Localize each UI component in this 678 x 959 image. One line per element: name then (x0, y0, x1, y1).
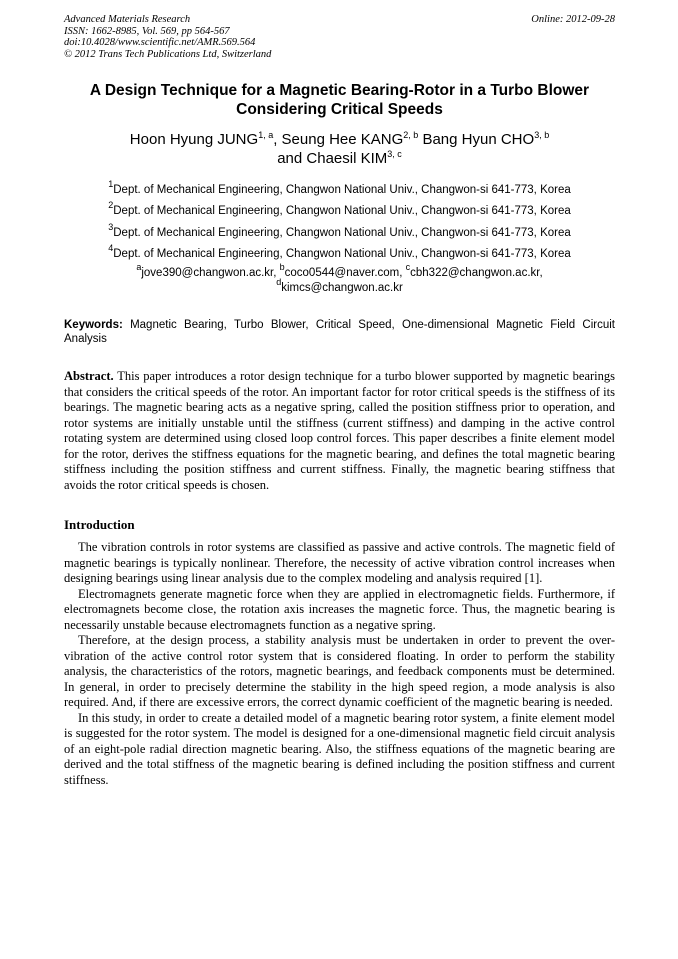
author-sup: 1, a (258, 130, 274, 140)
keywords-label: Keywords: (64, 319, 123, 331)
affiliation (64, 242, 615, 267)
author-name: and Chaesil KIM (277, 150, 388, 167)
journal-header (64, 14, 615, 60)
affiliation-number: 1 (108, 179, 114, 189)
paragraph: Electromagnets generate magnetic force when they are applied in electromagnetic fields. Furthermore, if electromagnets become close, the rotation axis increases the magnetic force. Thus, the magnetic bearing is necessarily unstable because electromagnets function as a negative spring. (64, 586, 615, 632)
affiliation-text: Dept. of Mechanical Engineering, Changwon National Univ., Changwon-si 641-773, Korea (113, 247, 571, 260)
paragraph: Therefore, at the design process, a stability analysis must be undertaken in order to prevent the over-vibration of the active control rotor system that is considered floating. In order to perform the stability analysis, the characteristics of the rotors, magnetic bearings, and feedback components must be determined. In general, in order to precisely determine the stability in the high speed region, a mode analysis is also required. And, if there are excessive errors, the correct dynamic coefficient of the magnetic bearing is needed. (64, 633, 615, 709)
affiliation (64, 200, 615, 224)
email-sup: b (279, 262, 285, 272)
keywords-block (64, 318, 615, 346)
author-name: , Seung Hee KANG (273, 131, 404, 148)
email-sup: c (405, 262, 411, 272)
doi-line: doi:10.4028/www.scientific.net/AMR.569.564 (64, 37, 256, 48)
journal-name: Advanced Materials Research (64, 14, 191, 25)
affiliation-text: Dept. of Mechanical Engineering, Changwon National Univ., Changwon-si 641-773, Korea (113, 184, 571, 196)
paragraph: In this study, in order to create a detailed model of a magnetic bearing rotor system, a finite element model is suggested for the rotor system. The model is designed for a one-dimensional magnetic field circuit analysis of an eight-pole radial direction magnetic bearing. Also, the stiffness equations of the magnetic bearing are derived and the total stiffness of the magnetic bearing is defined including the position stiffness and current stiffness. (64, 710, 615, 787)
affiliation-number: 3 (108, 221, 114, 232)
affiliation-number: 2 (108, 200, 114, 211)
email-line-2 (64, 277, 615, 296)
paragraph: The vibration controls in rotor systems are classified as passive and active controls. The magnetic field of magnetic bearings is typically nonlinear. Therefore, the necessity of active vibration control increases when designing bearings using linear analysis due to the complex modeling and analysis required [1]. (64, 540, 615, 585)
abstract-label: Abstract. (64, 369, 114, 383)
email-address[interactable]: kimcs@changwon.ac.kr (281, 282, 403, 294)
keywords-text: Magnetic Bearing, Turbo Blower, Critical Speed, One-dimensional Magnetic Field Circuit Analysis (64, 319, 615, 345)
email-sup: a (136, 262, 142, 272)
online-date: Online: 2012-09-28 (531, 14, 615, 25)
affiliation-text: Dept. of Mechanical Engineering, Changwon National Univ., Changwon-si 641-773, Korea (113, 226, 571, 239)
author-line-2 (64, 149, 615, 168)
affiliation (64, 221, 615, 246)
copyright-line: © 2012 Trans Tech Publications Ltd, Switzerland (64, 48, 272, 60)
introduction-body (64, 540, 615, 788)
affiliation-text: Dept. of Mechanical Engineering, Changwon National Univ., Changwon-si 641-773, Korea (113, 205, 571, 218)
email-sup: d (276, 277, 282, 287)
affiliation-list (64, 179, 615, 267)
paper-title: A Design Technique for a Magnetic Bearing-Rotor in a Turbo Blower Considering Critical Speeds (89, 82, 590, 118)
abstract-text: This paper introduces a rotor design technique for a turbo blower supported by magnetic bearings that considers the critical speeds of the rotor. An important factor for rotor critical speeds is the stiffness of its bearings. The magnetic bearing acts as a negative spring, called the position stiffness prior to operation, and rotor systems are initially unstable until the stiffness (current stiffness) and damping in the active control rotating system are determined using closed loop control forces. This paper describes a finite element model for the rotor, derives the stiffness equations for the magnetic bearing, and defines the total magnetic bearing stiffness including the position stiffness and current stiffness. Finally, the magnetic bearing stiffness that avoids the rotor critical speeds is chosen. (64, 369, 615, 492)
affiliation-number: 4 (108, 242, 114, 253)
author-sup: 3, c (387, 149, 402, 159)
email-address[interactable]: cbh322@changwon.ac.kr, (410, 267, 543, 279)
author-list (64, 130, 615, 168)
abstract-block (64, 369, 615, 493)
author-sup: 2, b (403, 130, 419, 140)
author-name: Bang Hyun CHO (418, 131, 535, 148)
author-line-1 (64, 130, 615, 149)
author-name: Hoon Hyung JUNG (129, 131, 259, 148)
author-sup: 3, b (534, 130, 550, 140)
email-address[interactable]: coco0544@naver.com, (284, 267, 406, 279)
section-heading: Introduction (64, 517, 135, 532)
email-address[interactable]: jove390@changwon.ac.kr, (141, 267, 280, 279)
affiliation (64, 179, 615, 203)
email-list (64, 262, 615, 296)
issn-line: ISSN: 1662-8985, Vol. 569, pp 564-567 (64, 25, 230, 37)
email-line-1 (64, 262, 615, 281)
